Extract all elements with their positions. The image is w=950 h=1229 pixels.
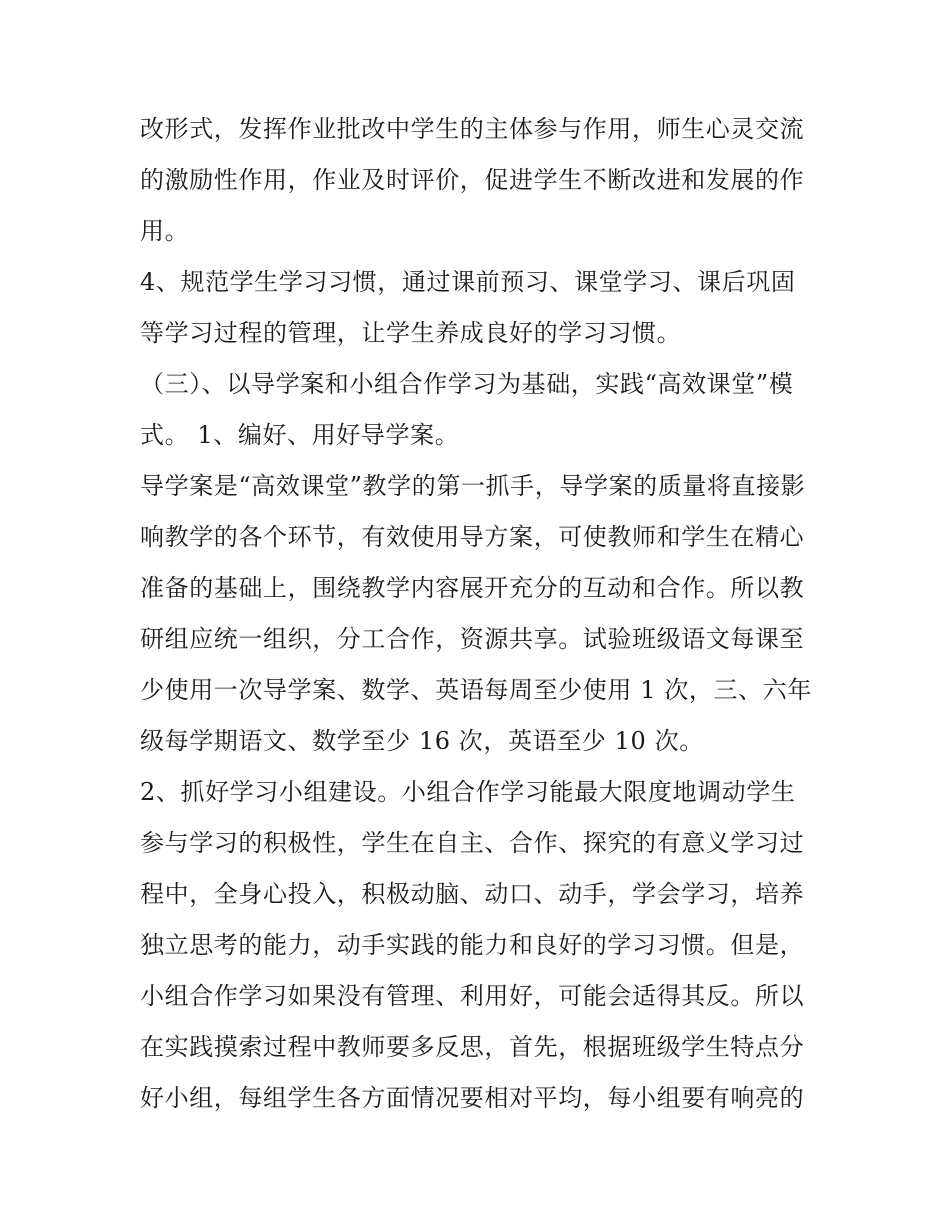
text-line: 小组合作学习如果没有管理、利用好，可能会适得其反。所以: [140, 982, 805, 1010]
text-line: 参与学习的积极性，学生在自主、合作、探究的有意义学习过: [140, 829, 805, 857]
text-line: 研组应统一组织，分工合作，资源共享。试验班级语文每课至: [140, 625, 805, 653]
text-line: 改形式，发挥作业批改中学生的主体参与作用，师生心灵交流: [140, 115, 805, 143]
text-line: 好小组，每组学生各方面情况要相对平均，每小组要有响亮的: [140, 1084, 805, 1112]
text-line: 在实践摸索过程中教师要多反思，首先，根据班级学生特点分: [140, 1033, 805, 1061]
section-heading-line: （三）、以导学案和小组合作学习为基础，实践“高效课堂”模: [140, 370, 794, 398]
text-line: 少使用一次导学案、数学、英语每周至少使用 1 次，三、六年: [140, 676, 812, 704]
text-line: 用。: [140, 217, 190, 245]
text-line: 等学习过程的管理，让学生养成良好的学习习惯。: [140, 319, 682, 347]
text-line: 式。 1、编好、用好导学案。: [140, 421, 460, 449]
text-line: 的激励性作用，作业及时评价，促进学生不断改进和发展的作: [140, 166, 805, 194]
text-line: 导学案是“高效课堂”教学的第一抓手，导学案的质量将直接影: [140, 472, 806, 500]
text-line: 独立思考的能力，动手实践的能力和良好的学习习惯。但是，: [140, 931, 805, 959]
text-line: 级每学期语文、数学至少 16 次，英语至少 10 次。: [140, 727, 704, 755]
text-line: 响教学的各个环节，有效使用导方案，可使教师和学生在精心: [140, 523, 805, 551]
text-line: 2、抓好学习小组建设。小组合作学习能最大限度地调动学生: [140, 778, 796, 806]
text-line: 程中，全身心投入，积极动脑、动口、动手，学会学习，培养: [140, 880, 805, 908]
text-line: 4、规范学生学习习惯，通过课前预习、课堂学习、课后巩固: [140, 268, 796, 296]
text-line: 准备的基础上，围绕教学内容展开充分的互动和合作。所以教: [140, 574, 805, 602]
